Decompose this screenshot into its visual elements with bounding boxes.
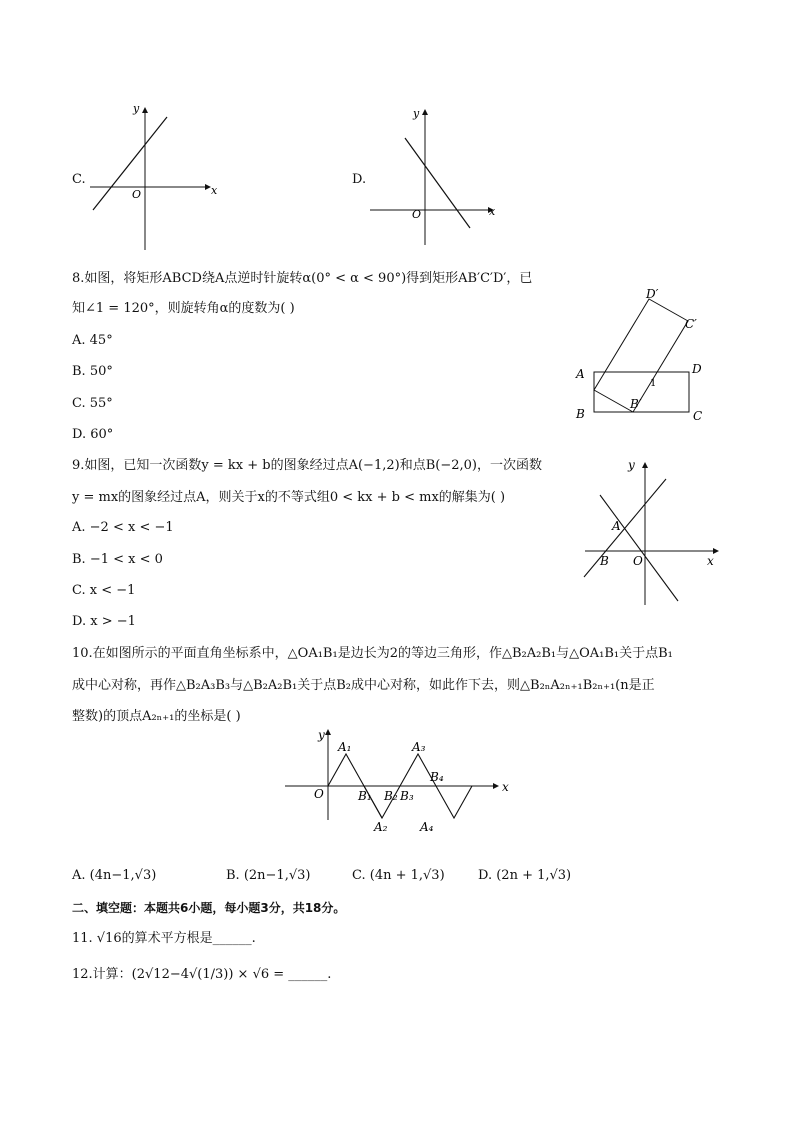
graph-d-origin: O (412, 208, 422, 221)
q10-option-b: B. (2n−1,√3) (226, 868, 311, 883)
q8-rect-rotated (594, 299, 688, 412)
q10-option-c: C. (4n + 1,√3) (352, 868, 445, 883)
q8-line2: 知∠1 = 120°，则旋转角α的度数为( ) (72, 301, 295, 316)
section2-heading: 二、填空题：本题共6小题，每小题3分，共18分。 (72, 901, 346, 915)
q9-figure (580, 455, 725, 610)
q8-label-cp: C′ (685, 317, 697, 331)
graph-c-x-label: x (211, 184, 218, 197)
graph-d-y-label: y (413, 107, 420, 120)
q9-label-b: B (600, 554, 609, 568)
q10-line3: 整数)的顶点A₂ₙ₊₁的坐标是( ) (72, 709, 241, 724)
q10-label-b3: B₃ (400, 789, 414, 803)
q9-line2: y = mx的图象经过点A，则关于x的不等式组0 < kx + b < mx的解集为( ) (72, 490, 506, 505)
q8-option-c: C. 55° (72, 396, 113, 411)
q9-label-o: O (633, 554, 643, 568)
q10-label-x: x (502, 780, 509, 794)
q9-label-y: y (628, 458, 635, 472)
q9-line1: 9.如图，已知一次函数y = kx + b的图象经过点A(−1,2)和点B(−2,0)，一次函数 (72, 458, 542, 473)
q8-option-d: D. 60° (72, 427, 114, 442)
q9-option-a: A. −2 < x < −1 (72, 520, 174, 535)
q8-label-c: C (693, 409, 703, 423)
q10-label-b4: B₄ (430, 770, 444, 784)
graph-c-line (93, 117, 167, 210)
q10-option-a: A. (4n−1,√3) (72, 868, 157, 883)
q8-label-d: D (692, 362, 702, 376)
q10-line2: 成中心对称，再作△B₂A₃B₃与△B₂A₂B₁关于点B₂成中心对称，如此作下去，则△B₂ₙA₂ₙ₊₁B₂ₙ₊₁(n是正 (72, 678, 655, 693)
q9-option-b: B. −1 < x < 0 (72, 552, 163, 567)
q9-label-a: A (612, 519, 621, 533)
q9-label-x: x (707, 554, 714, 568)
graph-d-x-label: x (489, 205, 496, 218)
graph-c-y-label: y (133, 102, 140, 115)
q8-label-dp: D′ (646, 287, 659, 301)
q10-label-a1: A₁ (338, 740, 352, 754)
option-d-label: D. (352, 172, 367, 187)
q8-label-a: A (576, 367, 585, 381)
q10-figure (280, 725, 520, 840)
graph-d (365, 105, 500, 250)
q10-line1: 10.在如图所示的平面直角坐标系中，△OA₁B₁是边长为2的等边三角形，作△B₂A₂B₁与△OA₁B₁关于点B₁ (72, 646, 673, 661)
q8-label-bp: B′ (630, 397, 642, 411)
q8-label-b: B (576, 407, 585, 421)
option-c-label: C. (72, 172, 86, 187)
q10-label-b1: B₁ (358, 789, 372, 803)
q10-label-a2: A₂ (374, 820, 388, 834)
q8-figure (570, 282, 720, 427)
q10-label-b2: B₂ (384, 789, 398, 803)
q10-label-o: O (314, 787, 324, 801)
q8-label-angle1: 1 (650, 378, 657, 389)
q10-label-a3: A₃ (412, 740, 426, 754)
q10-label-y: y (318, 728, 325, 742)
q12-text: 12.计算：(2√12−4√(1/3)) × √6 = ______. (72, 967, 332, 982)
q8-line1: 8.如图，将矩形ABCD绕A点逆时针旋转α(0° < α < 90°)得到矩形AB′C′D′，已 (72, 271, 533, 286)
q10-option-d: D. (2n + 1,√3) (478, 868, 572, 883)
graph-c-origin: O (132, 188, 142, 201)
q9-option-d: D. x > −1 (72, 614, 136, 629)
q8-option-a: A. 45° (72, 333, 113, 348)
q8-option-b: B. 50° (72, 364, 113, 379)
q11-text: 11. √16的算术平方根是______. (72, 931, 256, 946)
graph-c (85, 100, 225, 255)
q9-option-c: C. x < −1 (72, 583, 136, 598)
q10-label-a4: A₄ (420, 820, 434, 834)
q9-line-kx-b (584, 479, 666, 577)
